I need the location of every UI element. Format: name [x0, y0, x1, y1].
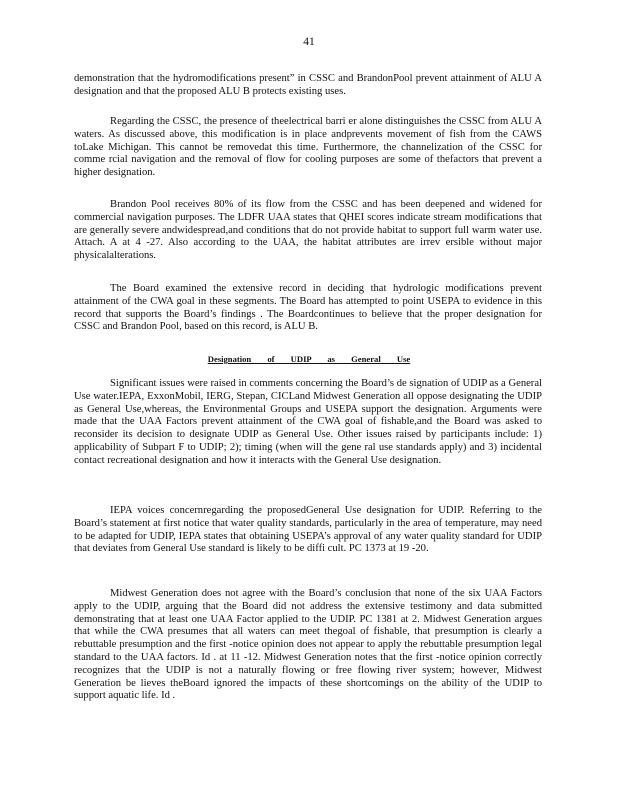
- paragraph-cssc-barrier: [74, 116, 542, 180]
- paragraph-continuation: [74, 73, 542, 99]
- paragraph-board-examined: [74, 283, 542, 334]
- paragraph-text: IEPA voices concernregarding the proposedGeneral Use designation for UDIP. Referring to the Board’s statement at first notice that water quality standards, particularly in the area of temperature, may need to be adapted for UDIP, IEPA states that obtaining USEPA’s approval of any water quality standard for UDIP that deviates from General Use standard is likely to be diffi cult. PC 1373 at 19 -20.: [74, 505, 542, 555]
- paragraph-text: Regarding the CSSC, the presence of theelectrical barri er alone distinguishes the CSSC from ALU A waters. As discussed above, this modification is in place andprevents movement of fish from the CAWS toLake Michigan. This cannot be removedat this time. Furthermore, the channelization of the CSSC for comme rcial navigation and the removal of flow for cooling purposes are some of thefactors that prevent a higher designation.: [74, 116, 542, 179]
- paragraph-midwest-generation: [74, 588, 542, 703]
- paragraph-text: Significant issues were raised in comments concerning the Board’s de signation of UDIP as a General Use water.IEPA, ExxonMobil, IERG, Stepan, CICLand Midwest Generation all oppose designating the UDIP as General Use,whereas, the Environmental Groups and USEPA support the designation. Arguments were made that the UAA Factors prevent attainment of the CWA goal of fishable,and the Board was asked to reconsider its decision to designate UDIP as General Use. Other issues raised by participants include: 1) applicability of Subpart F to UDIP; 2); timing (when will the gene ral use standards apply) and 3) incidental contact recreational designation and how it interacts with the General Use designation.: [74, 378, 542, 466]
- paragraph-text: The Board examined the extensive record in deciding that hydrologic modifications prevent attainment of the CWA goal in these segments. The Board has attempted to point USEPA to evidence in this record that supports the Board’s findings . The Boardcontinues to believe that the proper designation for CSSC and Brandon Pool, based on this record, is ALU B.: [74, 283, 542, 333]
- paragraph-brandon-pool: [74, 199, 542, 263]
- paragraph-iepa-concerns: [74, 505, 542, 556]
- paragraph-text: Brandon Pool receives 80% of its flow from the CSSC and has been deepened and widened for commercial navigation purposes. The LDFR UAA states that QHEI scores indicate stream modifications that are generally severe andwidespread,and conditions that do not provide habitat to support full warm water use. Attach. A at 4 -27. Also according to the UAA, the habitat attributes are irrev ersible without major physicalalterations.: [74, 199, 542, 262]
- paragraph-significant-issues: [74, 378, 542, 468]
- paragraph-text: Midwest Generation does not agree with the Board’s conclusion that none of the six UAA Factors apply to the UDIP, arguing that the Board did not address the extensive testimony and data submitted demonstrating that at least one UAA Factor applied to the UDIP. PC 1381 at 2. Midwest Generation argues that while the CWA presumes that all waters can meet thegoal of fishable, that presumption is clearly a rebuttable presumption and the first -notice opinion does not appear to apply the rebuttable presumption legal standard to the UAA factors. Id . at 11 -12. Midwest Generation notes that the first -notice opinion correctly recognizes that the UDIP is not a naturally flowing or free flowing river system; however, Midwest Generation be lieves theBoard ignored the impacts of these shortcomings on the ability of the UDIP to support aquatic life. Id .: [74, 588, 542, 702]
- paragraph-text: demonstration that the hydromodifications present” in CSSC and BrandonPool prevent attainment of ALU A designation and that the proposed ALU B protects existing uses.: [74, 73, 542, 97]
- section-heading: Designation of UDIP as General Use: [207, 354, 411, 364]
- page-number: 41: [303, 36, 315, 48]
